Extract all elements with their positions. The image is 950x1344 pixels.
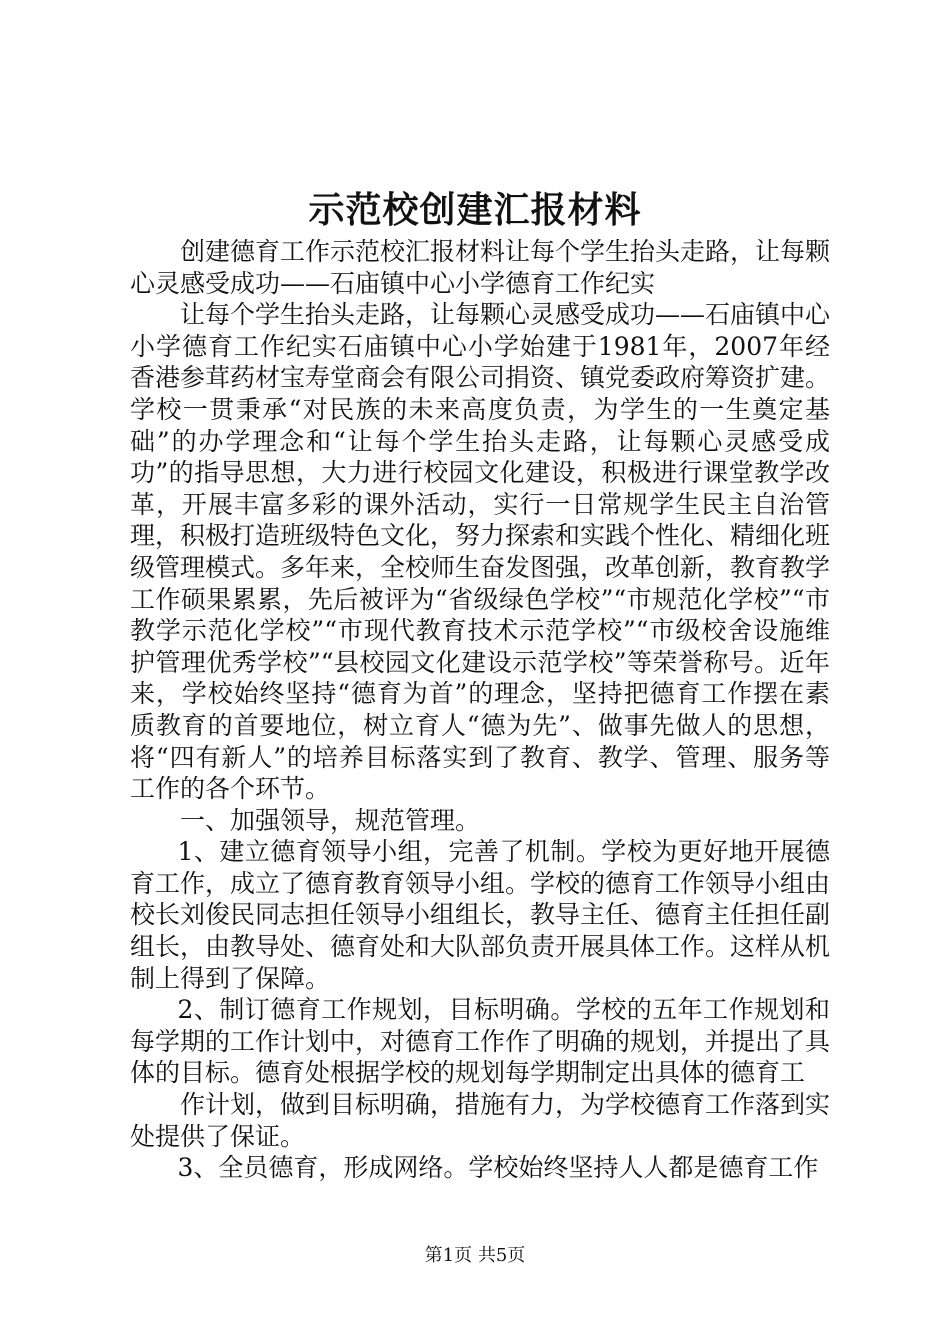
document-body <box>130 236 830 1184</box>
paragraph-school-overview: 让每个学生抬头走路，让每颗心灵感受成功——石庙镇中心小学德育工作纪实石庙镇中心小学始建于1981年，2007年经香港参茸药材宝寿堂商会有限公司捐资、镇党委政府筹资扩建。学校一贯秉承“对民族的未来高度负责，为学生的一生奠定基础”的办学理念和“让每个学生抬头走路，让每颗心灵感受成功”的指导思想，大力进行校园文化建设，积极进行课堂教学改革，开展丰富多彩的课外活动，实行一日常规学生民主自治管理，积极打造班级特色文化，努力探索和实践个性化、精细化班级管理模式。多年来，全校师生奋发图强，改革创新，教育教学工作硕果累累，先后被评为“省级绿色学校”“市规范化学校”“市教学示范化学校”“市现代教育技术示范学校”“市级校舍设施维护管理优秀学校”“县校园文化建设示范学校”等荣誉称号。近年来，学校始终坚持“德育为首”的理念，坚持把德育工作摆在素质教育的首要地位，树立育人“德为先”、做事先做人的思想，将“四有新人”的培养目标落实到了教育、教学、管理、服务等工作的各个环节。 <box>130 300 831 804</box>
document-title: 示范校创建汇报材料 <box>308 189 642 231</box>
page-number-footer: 第1页 共5页 <box>424 1245 526 1266</box>
paragraph-intro: 创建德育工作示范校汇报材料让每个学生抬头走路，让每颗心灵感受成功——石庙镇中心小学德育工作纪实 <box>130 237 831 298</box>
paragraph-item-2: 2、制订德育工作规划，目标明确。学校的五年工作规划和每学期的工作计划中，对德育工作作了明确的规划，并提出了具体的目标。德育处根据学校的规划每学期制定出具体的德育工 <box>130 995 831 1088</box>
paragraph-item-1: 1、建立德育领导小组，完善了机制。学校为更好地开展德育工作，成立了德育教育领导小组。学校的德育工作领导小组由校长刘俊民同志担任领导小组组长，教导主任、德育主任担任副组长，由教导处、德育处和大队部负责开展具体工作。这样从机制上得到了保障。 <box>130 837 831 993</box>
paragraph-item-2-continued: 作计划，做到目标明确，措施有力，为学校德育工作落到实处提供了保证。 <box>130 1090 831 1151</box>
paragraph-item-3: 3、全员德育，形成网络。学校始终坚持人人都是德育工作 <box>177 1153 819 1183</box>
section-heading-leadership: 一、加强领导，规范管理。 <box>180 805 481 835</box>
